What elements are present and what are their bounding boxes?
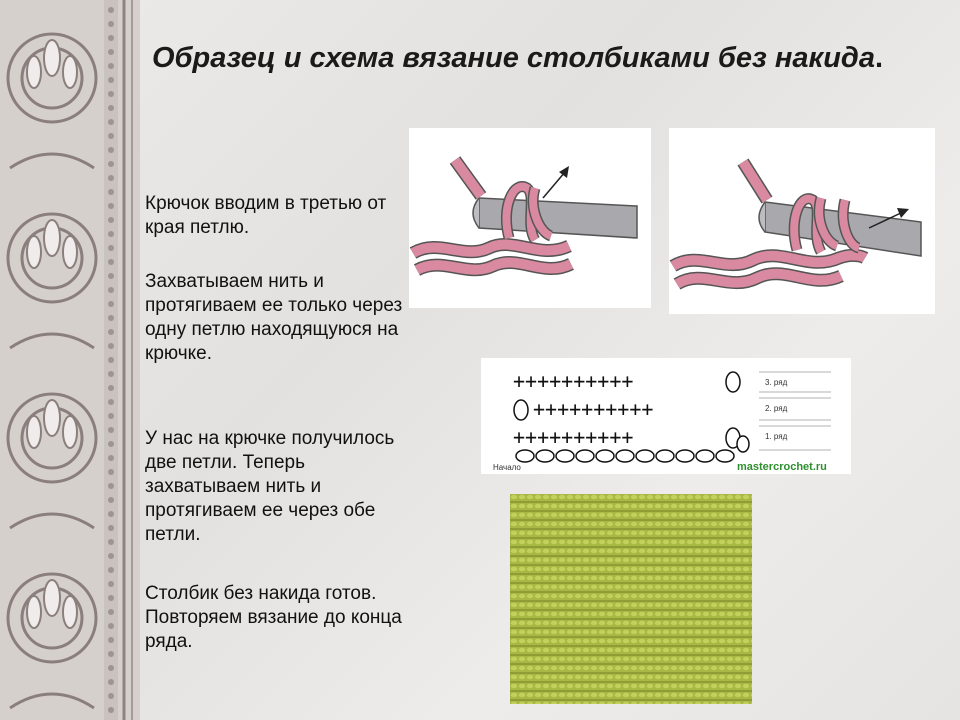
row-label-2: 2. ряд: [765, 404, 788, 413]
crochet-swatch-photo: [510, 494, 752, 704]
chain-stitch-icon: [726, 372, 740, 392]
chain-stitch-icon: [514, 400, 528, 420]
hook-illustration-step-1: [409, 128, 651, 308]
crochet-hook-icon: [409, 128, 651, 308]
ornamental-border: [0, 0, 140, 720]
start-label: Начало: [493, 463, 521, 472]
ornament-pattern-icon: [0, 0, 140, 720]
stitch-diagram: [481, 358, 851, 474]
svg-text:++++++++++: ++++++++++: [513, 425, 634, 449]
instruction-step-2: Захватываем нить и протягиваем ее только через одну петлю находящуюся на крючке.: [145, 271, 403, 364]
instruction-step-1: Крючок вводим в третью от края петлю.: [145, 193, 387, 238]
svg-text:++++++++++: ++++++++++: [513, 369, 634, 393]
title-text: Образец и схема вязание столбиками без накида: [152, 42, 875, 74]
swatch-texture-icon: [510, 494, 752, 704]
crochet-hook-icon: [669, 128, 935, 314]
row-label-1: 1. ряд: [765, 432, 788, 441]
instruction-step-3: У нас на крючке получилось две петли. Теперь захватываем нить и протягиваем ее через обе петли.: [145, 428, 395, 545]
instruction-step-4: Столбик без накида готов. Повторяем вязание до конца ряда.: [145, 583, 402, 652]
title-period: .: [874, 42, 884, 74]
credit-label: mastercrochet.ru: [737, 461, 827, 473]
svg-text:++++++++++: ++++++++++: [533, 397, 654, 421]
page-title: [152, 36, 932, 80]
hook-illustration-step-2: [669, 128, 935, 314]
row-label-3: 3. ряд: [765, 378, 788, 387]
crochet-chart: [481, 358, 851, 474]
